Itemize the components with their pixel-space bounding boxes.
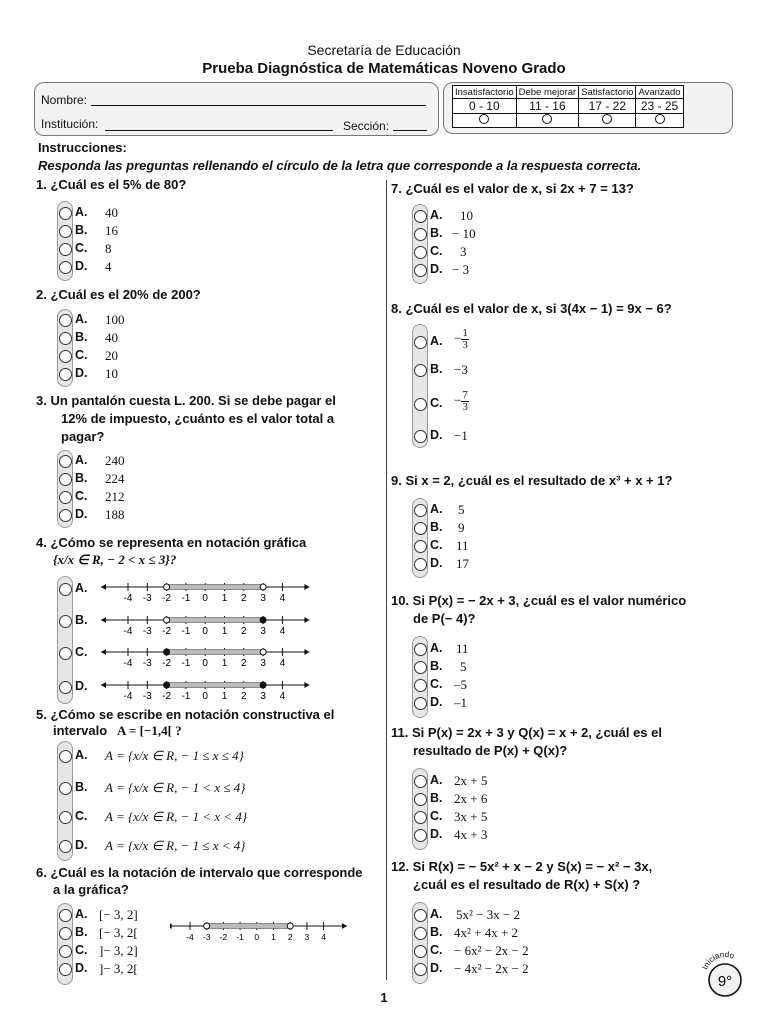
arrow-left [101,584,106,590]
student-info-box [34,82,439,136]
question-4-line2: {x/x ∈ R, − 2 < x ≤ 3}? [53,552,177,567]
tick-label: 3 [260,691,266,702]
arrow-left [101,682,106,688]
tick-label: 1 [271,932,276,942]
endpoint [164,617,170,623]
tick-label: 3 [260,593,266,604]
question-6-line1: 6. ¿Cuál es la notación de intervalo que corresponde [36,865,363,880]
seccion-field[interactable] [393,130,427,131]
tick-label: -1 [181,658,191,669]
instructions-text: Responda las preguntas rellenando el círculo de la letra que corresponde a la respuesta correcta. [38,158,642,173]
question-12-line1: 12. Si R(x) = − 5x² + x − 2 y S(x) = − x² − 3x, [391,859,653,874]
score-bubble[interactable] [453,114,517,128]
interval-segment [167,618,264,623]
arrow-right [304,682,309,688]
arrow-right [304,649,309,655]
tick-label: -2 [162,626,172,637]
question-4-line1: 4. ¿Cómo se representa en notación gráfica [36,535,307,550]
tick-label: -2 [162,593,172,604]
institucion-label: Institución: [41,117,99,131]
arrow-right [304,584,309,590]
page-number: 1 [380,990,388,1005]
question-5-interval: A = [−1,4[ ? [117,723,182,738]
tick-label: 0 [202,691,208,702]
tick-label: 4 [279,626,286,637]
column-divider [386,180,387,980]
tick-label: -3 [142,658,152,669]
interval-segment [167,650,264,655]
tick-label: 1 [221,658,228,669]
grade-badge [700,950,750,1000]
seccion-label: Sección: [343,119,390,133]
score-table [452,85,684,128]
q8-minus: − [454,392,462,408]
endpoint [260,649,266,655]
badge-label: Iniciando [700,950,736,971]
interval-segment [167,683,264,688]
institucion-field[interactable] [105,130,333,131]
tick-label: 1 [221,691,228,702]
endpoint [260,682,266,688]
score-box [443,82,733,134]
nombre-label: Nombre: [41,93,88,107]
score-bubble[interactable] [516,114,579,128]
interval-segment [167,585,264,590]
question-1: 1. ¿Cuál es el 5% de 80? [36,177,187,192]
question-3-line2: 12% de impuesto, ¿cuánto es el valor total a [61,411,335,426]
q6-number-line [170,918,350,944]
tick-label: 2 [287,932,293,942]
score-header: Debe mejorar [516,86,579,99]
question-11-line2: resultado de P(x) + Q(x)? [413,743,568,758]
tick-label: 2 [241,626,247,637]
q8-minus: − [454,330,462,346]
tick-label: 0 [202,626,208,637]
tick-label: -3 [142,593,152,604]
score-range: 23 - 25 [636,99,683,114]
tick-label: 3 [304,932,310,942]
question-5-line2: intervalo [53,723,108,738]
tick-label: 2 [241,593,247,604]
tick-label: 0 [202,658,208,669]
endpoint [260,617,266,623]
tick-label: -2 [162,658,172,669]
endpoint [164,584,170,590]
tick-label: -3 [142,626,152,637]
score-range: 11 - 16 [516,99,579,114]
endpoint [287,923,293,929]
question-6-line2: a la gráfica? [53,882,129,897]
score-range: 17 - 22 [579,99,636,114]
tick-label: 4 [279,658,286,669]
interval-segment [207,924,291,929]
tick-label: -1 [181,691,191,702]
tick-label: -4 [186,932,194,942]
question-8: 8. ¿Cuál es el valor de x, si 3(4x − 1) = 9x − 6? [391,301,672,316]
question-12-line2: ¿cuál es el resultado de R(x) + S(x) ? [413,877,641,892]
score-header: Satisfactorio [579,86,636,99]
question-2: 2. ¿Cuál es el 20% de 200? [36,287,201,302]
question-3-line3: pagar? [61,429,105,444]
tick-label: 4 [279,593,286,604]
endpoint [204,923,210,929]
tick-label: -1 [181,593,191,604]
question-10-line1: 10. Si P(x) = − 2x + 3, ¿cuál es el valor numérico [391,593,687,608]
endpoint [164,649,170,655]
score-bubble[interactable] [636,114,683,128]
score-bubble[interactable] [579,114,636,128]
score-header: Avanzado [636,86,683,99]
tick-label: -3 [142,691,152,702]
tick-label: 4 [279,691,286,702]
arrow-right [342,923,347,929]
header-line1: Secretaría de Educación [307,42,461,58]
question-7: 7. ¿Cuál es el valor de x, si 2x + 7 = 13? [391,181,634,196]
arrow-right [304,617,309,623]
endpoint [260,584,266,590]
instructions-title: Instrucciones: [38,140,127,155]
tick-label: -2 [162,691,172,702]
arrow-left [101,617,106,623]
tick-label: 0 [202,593,208,604]
arrow-left [101,649,106,655]
tick-label: -4 [123,593,133,604]
tick-label: 2 [241,658,247,669]
badge-grade: 9° [717,973,733,990]
question-5-line1: 5. ¿Cómo se escribe en notación constructiva el [36,707,335,722]
question-10-line2: de P(− 4)? [413,611,476,626]
nombre-field[interactable] [91,105,426,106]
tick-label: 3 [260,658,266,669]
header-title: Prueba Diagnóstica de Matemáticas Noveno Grado [202,60,566,77]
tick-label: 1 [221,626,228,637]
tick-label: -4 [123,626,133,637]
tick-label: -4 [123,691,133,702]
tick-label: 3 [260,626,266,637]
q4-number-lines [100,578,380,704]
score-header: Insatisfactorio [453,86,517,99]
tick-label: -2 [219,932,228,942]
question-3-line1: 3. Un pantalón cuesta L. 200. Si se debe pagar el [36,393,336,408]
tick-label: 1 [221,593,228,604]
tick-label: -1 [236,932,244,942]
tick-label: 4 [321,932,326,942]
tick-label: -1 [181,626,191,637]
question-11-line1: 11. Si P(x) = 2x + 3 y Q(x) = x + 2, ¿cuál es el [391,725,662,740]
arrow-left [170,923,172,929]
tick-label: 0 [254,932,260,942]
question-9: 9. Si x = 2, ¿cuál es el resultado de x³ + x + 1? [391,473,673,488]
endpoint [164,682,170,688]
tick-label: -4 [123,658,133,669]
tick-label: 2 [241,691,247,702]
score-range: 0 - 10 [453,99,517,114]
tick-label: -3 [202,932,211,942]
